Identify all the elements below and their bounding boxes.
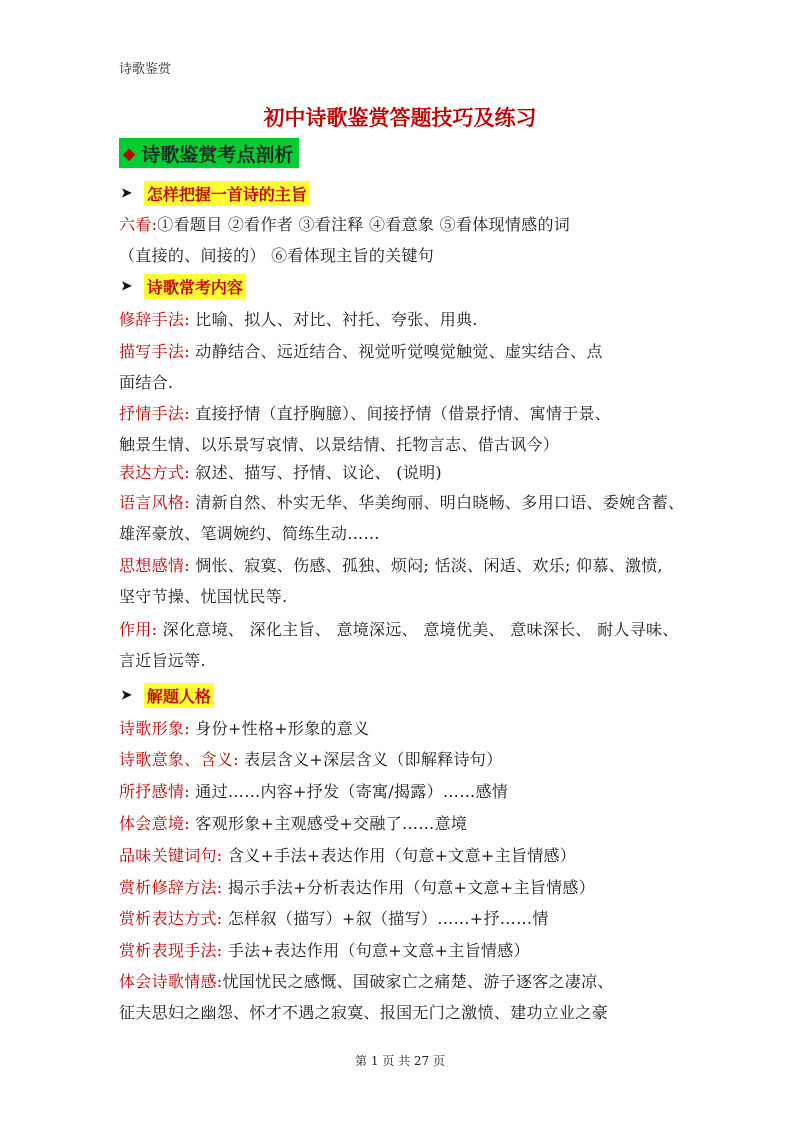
formula-label: 体会意境: [119, 814, 190, 833]
subheading-content [121, 274, 246, 299]
formula-text: 怎样叙（描写）+叙（描写）……+抒……情 [222, 909, 549, 928]
item-text: 叙述、描写、抒情、议论、 (说明) [189, 463, 442, 482]
formula-label: 体会诗歌情感: [119, 972, 223, 991]
item-language-style [119, 490, 689, 513]
item-rhetoric [119, 307, 689, 330]
formula-text: 身份+性格+形象的意义 [189, 719, 370, 738]
subheading-methods [121, 683, 214, 708]
item-label: 表达方式: [119, 463, 190, 482]
item-description [119, 339, 689, 362]
formula-expression [119, 906, 689, 929]
liukan-label: 六看: [119, 215, 158, 234]
subheading-content-label: 诗歌常考内容 [144, 274, 246, 299]
running-header: 诗歌鉴赏 [119, 62, 172, 77]
item-continuation: 坚守节操、忧国忧民等. [119, 587, 288, 606]
item-text: 清新自然、朴实无华、华美绚丽、明白晓畅、多用口语、委婉含蓄、 [189, 493, 685, 512]
subheading-theme-label: 怎样把握一首诗的主旨 [144, 181, 310, 206]
formula-label: 诗歌形象: [119, 719, 190, 738]
arrow-bullet-icon: ➤ [121, 279, 132, 294]
diamond-icon: ◆ [123, 143, 136, 163]
item-continuation: 雄浑豪放、笔调婉约、简练生动…… [119, 524, 380, 543]
liukan-text: ①看题目 ②看作者 ③看注释 ④看意象 ⑤看体现情感的词 [157, 215, 571, 234]
subheading-theme [121, 181, 310, 206]
item-lyric [119, 401, 689, 424]
item-text: 比喻、拟人、对比、衬托、夸张、用典. [189, 310, 478, 329]
formula-label: 赏析表达方式: [119, 909, 223, 928]
formula-keywords [119, 843, 689, 866]
item-label: 描写手法: [119, 342, 190, 361]
formula-label: 赏析表现手法: [119, 941, 223, 960]
item-text: 深化意境、 深化主旨、 意境深远、 意境优美、 意味深长、 耐人寻味、 [157, 620, 679, 639]
formula-label: 赏析修辞方法: [119, 878, 223, 897]
subheading-methods-label: 解题人格 [144, 683, 214, 708]
formula-rhetoric [119, 875, 689, 898]
formula-poem-emotion [119, 969, 689, 992]
formula-text: 表层含义+深层含义（即解释诗句） [238, 750, 503, 769]
formula-label: 所抒感情: [119, 782, 190, 801]
item-text: 动静结合、远近结合、视觉听觉嗅觉触觉、虚实结合、点 [189, 342, 603, 361]
item-label: 抒情手法: [119, 404, 190, 423]
arrow-bullet-icon: ➤ [121, 688, 132, 703]
item-label: 语言风格: [119, 493, 190, 512]
formula-technique [119, 938, 689, 961]
formula-imagery [119, 747, 689, 770]
item-emotion [119, 553, 689, 576]
formula-text: 揭示手法+分析表达作用（句意+文意+主旨情感） [222, 878, 596, 897]
formula-text: 含义+手法+表达作用（句意+文意+主旨情感） [222, 846, 577, 865]
item-label: 修辞手法: [119, 310, 190, 329]
formula-label: 诗歌意象、含义: [119, 750, 239, 769]
item-label: 思想感情: [119, 556, 190, 575]
liukan-line [119, 212, 689, 235]
page-title: 初中诗歌鉴赏答题技巧及练习 [263, 105, 537, 130]
section-heading [119, 138, 299, 168]
liukan-continuation: （直接的、间接的） ⑥看体现主旨的关键句 [119, 246, 435, 265]
formula-mood [119, 811, 689, 834]
item-continuation: 言近旨远等. [119, 651, 206, 670]
arrow-bullet-icon: ➤ [121, 186, 132, 201]
formula-image [119, 716, 689, 739]
formula-text: 客观形象+主观感受+交融了……意境 [189, 814, 468, 833]
formula-label: 品味关键词句: [119, 846, 223, 865]
item-label: 作用: [119, 620, 158, 639]
formula-text: 忧国忧民之感慨、国破家亡之痛楚、游子逐客之凄凉、 [222, 972, 614, 991]
formula-text: 通过……内容+抒发（寄寓/揭露）……感情 [189, 782, 509, 801]
item-continuation: 面结合. [119, 373, 174, 392]
item-expression [119, 460, 689, 483]
item-function [119, 617, 689, 640]
page-footer: 第 1 页 共 27 页 [355, 1054, 445, 1068]
section-heading-label: 诗歌鉴赏考点剖析 [141, 143, 294, 166]
item-text: 惆怅、寂寞、伤感、孤独、烦闷; 恬淡、闲适、欢乐; 仰慕、激愤, [189, 556, 663, 575]
item-text: 直接抒情（直抒胸臆）、间接抒情（借景抒情、寓情于景、 [189, 404, 612, 423]
formula-text: 手法+表达作用（句意+文意+主旨情感） [222, 941, 530, 960]
formula-continuation: 征夫思妇之幽怨、怀才不遇之寂寞、报国无门之激愤、建功立业之豪 [119, 1003, 609, 1022]
formula-feeling [119, 779, 689, 802]
item-continuation: 触景生情、以乐景写哀情、以景结情、托物言志、借古讽今） [119, 435, 560, 454]
